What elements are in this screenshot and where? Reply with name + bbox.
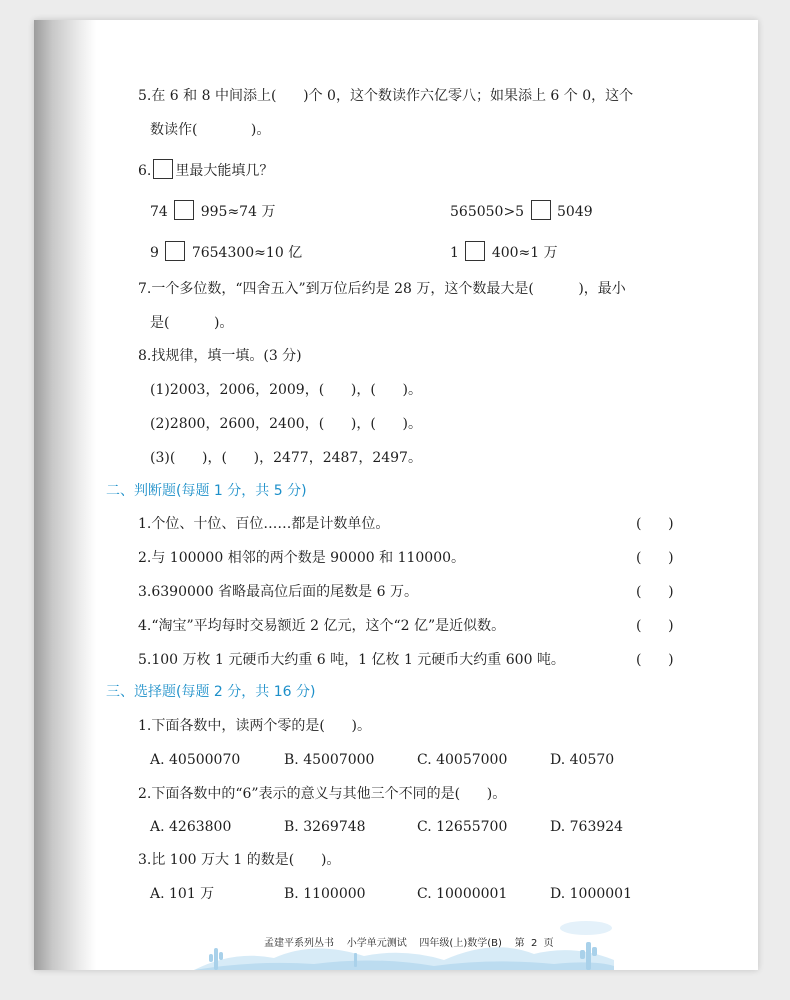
answer-box-icon[interactable] [153, 159, 173, 179]
judge-item-3: 3.6390000 省略最高位后面的尾数是 6 万。 [138, 584, 418, 600]
q6-a-right: 995≈74 万 [200, 204, 276, 220]
q5-line2: 数读作( )。 [150, 122, 271, 138]
q6-item-c [150, 241, 302, 263]
choice-q2-option-a[interactable]: A. 4263800 [150, 819, 232, 835]
q8-part1: (1)2003，2006，2009，( )，( )。 [150, 382, 422, 398]
choice-q1-stem: 1.下面各数中，读两个零的是( )。 [138, 718, 371, 734]
q6-b-right: 5049 [557, 204, 593, 220]
section2-title: 二、判断题(每题 1 分，共 5 分) [106, 483, 307, 499]
judge-answer-2[interactable]: ( ) [636, 550, 674, 566]
q6-title [138, 159, 273, 181]
choice-q3-stem: 3.比 100 万大 1 的数是( )。 [138, 852, 341, 868]
choice-q3-option-d[interactable]: D. 1000001 [550, 886, 632, 902]
q6-title-text: 里最大能填几？ [175, 163, 274, 179]
q6-c-right: 7654300≈10 亿 [191, 245, 303, 261]
q7-line2: 是( )。 [150, 315, 234, 331]
choice-q1-option-a[interactable]: A. 40500070 [150, 752, 241, 768]
q6-number: 6. [138, 163, 152, 179]
judge-item-5: 5.100 万枚 1 元硬币大约重 6 吨，1 亿枚 1 元硬币大约重 600 吨。 [138, 652, 565, 668]
q6-c-left: 9 [150, 245, 159, 261]
choice-q1-option-c[interactable]: C. 40057000 [417, 752, 508, 768]
choice-q1-option-d[interactable]: D. 40570 [550, 752, 615, 768]
answer-box-icon[interactable] [165, 241, 185, 261]
book-spine-shadow [34, 20, 96, 970]
q6-item-a [150, 200, 275, 222]
q8-title: 8.找规律，填一填。(3 分) [138, 348, 302, 364]
choice-q1-option-b[interactable]: B. 45007000 [284, 752, 375, 768]
q6-b-left: 565050>5 [450, 204, 525, 220]
choice-q3-option-a[interactable]: A. 101 万 [150, 886, 215, 902]
q6-d-left: 1 [450, 245, 459, 261]
q8-part2: (2)2800，2600，2400，( )，( )。 [150, 416, 422, 432]
answer-box-icon[interactable] [531, 200, 551, 220]
q5-line1: 5.在 6 和 8 中间添上( )个 0，这个数读作六亿零八；如果添上 6 个 0，这个 [138, 88, 634, 104]
choice-q3-option-b[interactable]: B. 1100000 [284, 886, 366, 902]
q6-item-d [450, 241, 558, 263]
judge-item-1: 1.个位、十位、百位……都是计数单位。 [138, 516, 390, 532]
judge-answer-5[interactable]: ( ) [636, 652, 674, 668]
judge-item-2: 2.与 100000 相邻的两个数是 90000 和 110000。 [138, 550, 466, 566]
choice-q2-option-d[interactable]: D. 763924 [550, 819, 624, 835]
judge-answer-1[interactable]: ( ) [636, 516, 674, 532]
q7-line1: 7.一个多位数，“四舍五入”到万位后约是 28 万，这个数最大是( )，最小 [138, 281, 626, 297]
judge-item-4: 4.“淘宝”平均每时交易额近 2 亿元，这个“2 亿”是近似数。 [138, 618, 506, 634]
judge-answer-4[interactable]: ( ) [636, 618, 674, 634]
page-footer: 孟建平系列丛书 小学单元测试 四年级(上)数学(B) 第 2 页 [264, 938, 554, 949]
choice-q2-option-c[interactable]: C. 12655700 [417, 819, 508, 835]
answer-box-icon[interactable] [174, 200, 194, 220]
answer-box-icon[interactable] [465, 241, 485, 261]
q6-d-right: 400≈1 万 [491, 245, 558, 261]
judge-answer-3[interactable]: ( ) [636, 584, 674, 600]
choice-q3-option-c[interactable]: C. 10000001 [417, 886, 508, 902]
choice-q2-option-b[interactable]: B. 3269748 [284, 819, 366, 835]
q8-part3: (3)( )，( )，2477，2487，2497。 [150, 450, 422, 466]
worksheet-page [34, 20, 758, 970]
section3-title: 三、选择题(每题 2 分，共 16 分) [106, 684, 316, 700]
q6-a-left: 74 [150, 204, 168, 220]
q6-item-b [450, 200, 593, 222]
choice-q2-stem: 2.下面各数中的“6”表示的意义与其他三个不同的是( )。 [138, 786, 507, 802]
